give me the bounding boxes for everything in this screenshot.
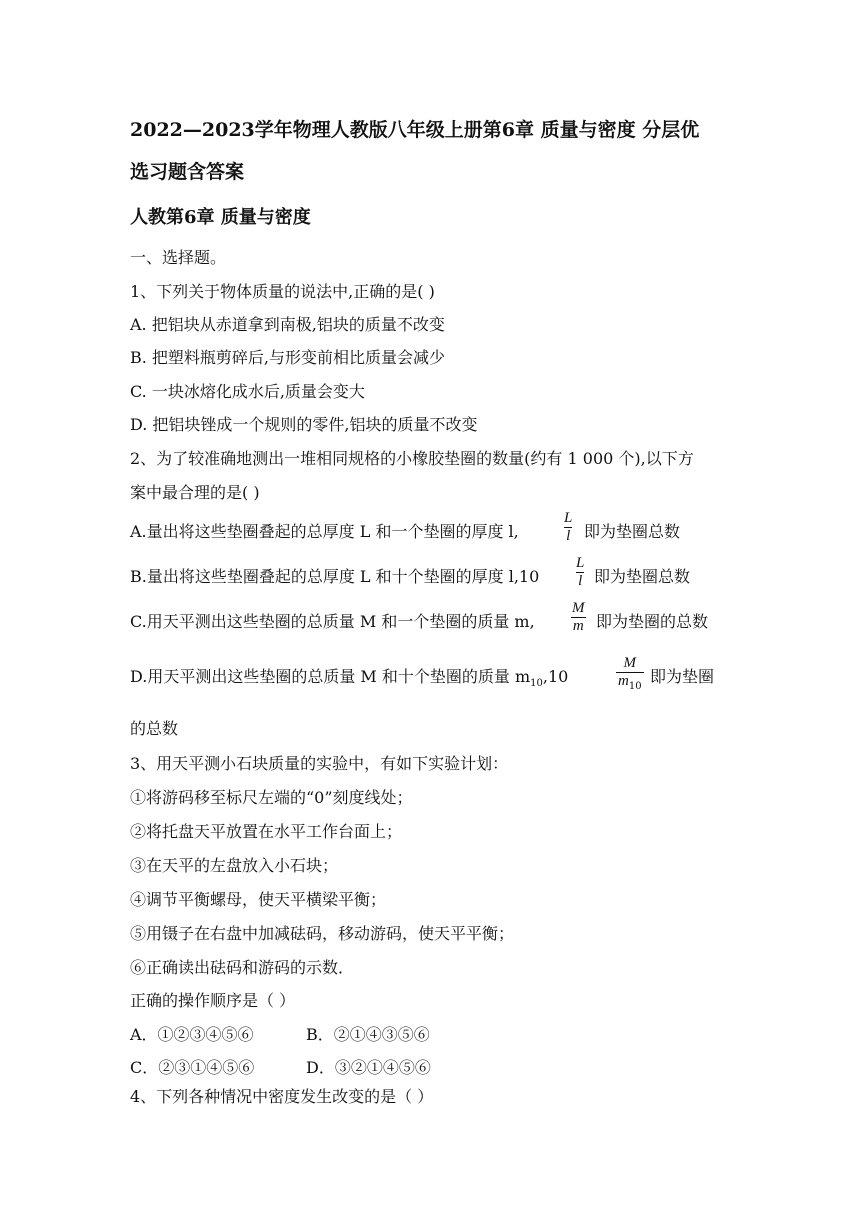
q1-option-a: A. 把铝块从赤道拿到南极,铝块的质量不改变 [130, 315, 445, 334]
q2-option-d-text [130, 667, 568, 694]
q3-step-4: ④调节平衡螺母，使天平横梁平衡； [130, 890, 387, 909]
q2-option-d-subscript: 10 [530, 678, 543, 690]
q2-stem-line1: 2、为了较准确地测出一堆相同规格的小橡胶垫圈的数量(约有 1 000 个),以下方 [130, 449, 694, 468]
fraction-numerator: M [623, 655, 637, 671]
q2-option-a-suffix: 即为垫圈总数 [584, 522, 681, 541]
q2-stem-line2: 案中最合理的是( ) [130, 483, 260, 502]
q1-stem: 1、下列关于物体质量的说法中,正确的是( ) [130, 282, 435, 301]
q3-step-2: ②将托盘天平放置在水平工作台面上； [130, 822, 403, 841]
q2-option-b-suffix: 即为垫圈总数 [594, 567, 691, 586]
chapter-heading: 人教第6章 质量与密度 [130, 207, 311, 228]
q3-option-b: B．②①④③⑤⑥ [306, 1025, 430, 1044]
q1-option-c: C. 一块冰熔化成水后,质量会变大 [130, 382, 365, 401]
q2-option-d-coefficient: ,10 [542, 667, 569, 686]
q2-option-a-fraction [562, 510, 574, 545]
q3-step-5: ⑤用镊子在右盘中加减砝码，移动游码，使天平平衡； [130, 924, 515, 943]
q1-option-d: D. 把铝块锉成一个规则的零件,铝块的质量不改变 [130, 415, 478, 434]
section-heading: 一、选择题。 [130, 248, 227, 267]
q4-stem: 4、下列各种情况中密度发生改变的是（ ） [130, 1087, 434, 1106]
q3-step-3: ③在天平的左盘放入小石块； [130, 856, 339, 875]
fraction-numerator: L [576, 555, 585, 571]
document-title-line2: 选习题含答案 [130, 161, 245, 183]
fraction-denominator-subscript: 10 [628, 681, 642, 692]
q2-option-b-fraction [574, 555, 586, 590]
fraction-numerator: M [572, 600, 585, 616]
q3-step-6: ⑥正确读出砝码和游码的示数． [130, 958, 355, 977]
q1-option-b: B. 把塑料瓶剪碎后,与形变前相比质量会减少 [130, 348, 446, 367]
q3-step-1: ①将游码移至标尺左端的“0”刻度线处； [130, 788, 413, 807]
q3-option-c: C．②③①④⑤⑥ [130, 1058, 255, 1077]
q2-option-d-suffix: 即为垫圈 [650, 667, 715, 686]
fraction-denominator [616, 672, 644, 695]
q2-option-d-fraction [616, 655, 644, 695]
fraction-denominator-base: m [618, 673, 629, 689]
q2-option-c-text: C.用天平测出这些垫圈的总质量 M 和一个垫圈的质量 m, [130, 612, 535, 631]
q3-option-d: D．③②①④⑤⑥ [306, 1058, 431, 1077]
q2-option-a-text: A.量出将这些垫圈叠起的总厚度 L 和一个垫圈的厚度 l, [130, 522, 519, 541]
fraction-numerator: L [564, 510, 573, 526]
q2-option-c-suffix: 即为垫圈的总数 [596, 612, 709, 631]
q2-option-d-prefix: D.用天平测出这些垫圈的总质量 M 和十个垫圈的质量 m [130, 667, 531, 686]
q2-option-d-continuation: 的总数 [130, 719, 179, 738]
q3-stem: 3、用天平测小石块质量的实验中，有如下实验计划： [130, 754, 509, 773]
fraction-denominator: l [566, 528, 571, 544]
document-title-line1: 2022—2023学年物理人教版八年级上册第6章 质量与密度 分层优 [130, 119, 700, 141]
fraction-denominator: m [572, 618, 584, 634]
q2-option-b-text: B.量出将这些垫圈叠起的总厚度 L 和十个垫圈的厚度 l,10 [130, 567, 540, 586]
q3-ask: 正确的操作顺序是（ ） [130, 991, 296, 1010]
q3-option-a: A．①②③④⑤⑥ [130, 1025, 254, 1044]
q2-option-c-fraction [570, 600, 587, 635]
fraction-denominator: l [578, 573, 583, 589]
